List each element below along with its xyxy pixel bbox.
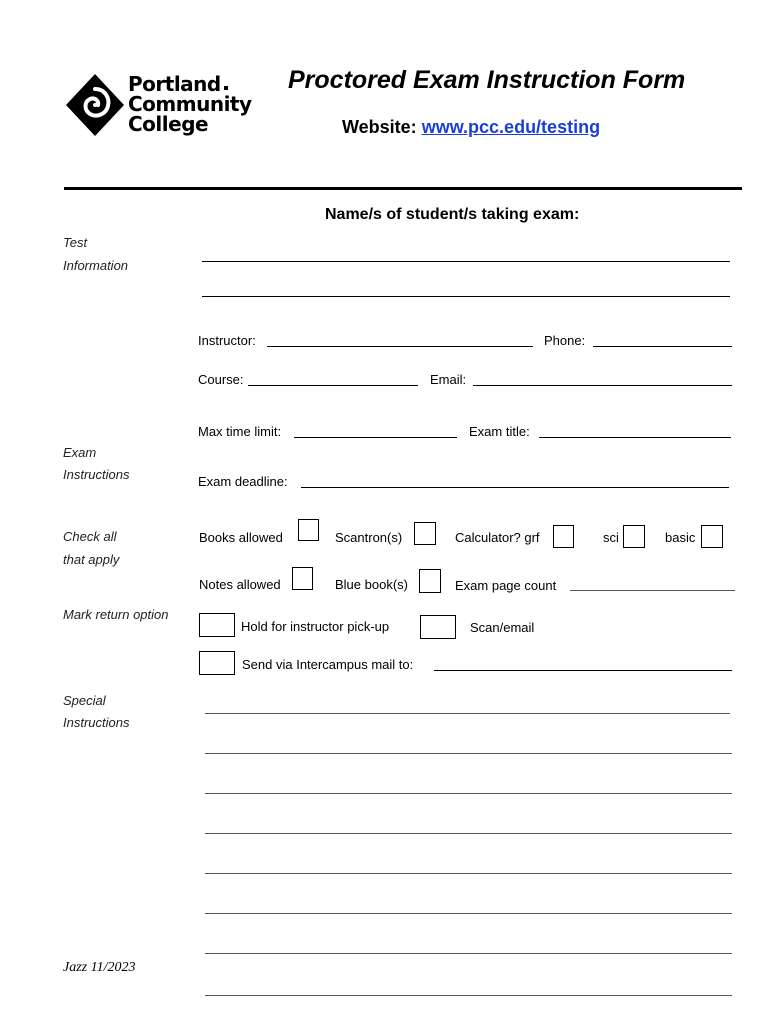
section-special-instructions-label-1: Special [63, 693, 106, 708]
student-name-line-1[interactable] [202, 261, 730, 262]
exam-title-label: Exam title: [469, 424, 530, 439]
website-line [342, 117, 600, 138]
scan-email-label: Scan/email [470, 620, 535, 635]
special-instructions-line-7[interactable] [205, 953, 732, 954]
pcc-spiral-logo-icon [64, 72, 126, 138]
section-mark-return-label: Mark return option [63, 607, 169, 622]
course-field[interactable] [248, 385, 418, 386]
notes-allowed-checkbox[interactable] [292, 567, 313, 590]
section-exam-instructions-label-1: Exam [63, 445, 97, 460]
section-test-information-label-2: Information [63, 258, 129, 273]
exam-page-count-label: Exam page count [455, 578, 557, 593]
logo-line-community: Community [128, 92, 252, 116]
logo-line-portland: Portland [128, 72, 221, 96]
max-time-field[interactable] [294, 437, 457, 438]
special-instructions-line-3[interactable] [205, 793, 732, 794]
student-name-line-2[interactable] [202, 296, 730, 297]
instructor-field[interactable] [267, 346, 533, 347]
header-divider [64, 187, 742, 190]
phone-field[interactable] [593, 346, 732, 347]
section-exam-instructions-label-2: Instructions [63, 467, 130, 482]
scantrons-checkbox[interactable] [414, 522, 436, 545]
logo-line-college: College [128, 112, 209, 136]
calculator-graphing-label: Calculator? grf [455, 530, 540, 545]
special-instructions-line-6[interactable] [205, 913, 732, 914]
hold-for-pickup-label: Hold for instructor pick-up [241, 619, 390, 634]
course-label: Course: [198, 372, 244, 387]
intercampus-mail-field[interactable] [434, 670, 732, 671]
logo-dot [224, 86, 228, 90]
calculator-sci-label: sci [603, 530, 619, 545]
max-time-label: Max time limit: [198, 424, 282, 439]
intercampus-mail-label: Send via Intercampus mail to: [242, 657, 414, 672]
section-test-information-label-1: Test [63, 235, 88, 250]
exam-title-field[interactable] [539, 437, 731, 438]
special-instructions-line-1[interactable] [205, 713, 730, 714]
instructor-label: Instructor: [198, 333, 256, 348]
exam-page-count-field[interactable] [570, 590, 735, 591]
footer-version: Jazz 11/2023 [63, 960, 136, 975]
email-label: Email: [430, 372, 467, 387]
page-title: Proctored Exam Instruction Form [288, 66, 686, 94]
scantrons-label: Scantron(s) [335, 530, 403, 545]
calculator-graphing-checkbox[interactable] [553, 525, 574, 548]
special-instructions-line-2[interactable] [205, 753, 732, 754]
blue-books-checkbox[interactable] [419, 569, 441, 593]
website-label: Website: [342, 117, 417, 137]
website-link[interactable]: www.pcc.edu/testing [421, 117, 601, 137]
calculator-sci-checkbox[interactable] [623, 525, 645, 548]
calculator-basic-label: basic [665, 530, 696, 545]
blue-books-label: Blue book(s) [335, 577, 408, 592]
special-instructions-line-5[interactable] [205, 873, 732, 874]
section-special-instructions-label-2: Instructions [63, 715, 130, 730]
names-heading: Name/s of student/s taking exam: [325, 206, 580, 223]
phone-label: Phone: [544, 333, 586, 348]
special-instructions-line-4[interactable] [205, 833, 732, 834]
special-instructions-line-8[interactable] [205, 995, 732, 996]
scan-email-checkbox[interactable] [420, 615, 456, 639]
exam-deadline-field[interactable] [301, 487, 729, 488]
books-allowed-label: Books allowed [199, 530, 283, 545]
email-field[interactable] [473, 385, 732, 386]
hold-for-pickup-checkbox[interactable] [199, 613, 235, 637]
intercampus-mail-checkbox[interactable] [199, 651, 235, 675]
section-check-all-label-1: Check all [63, 529, 117, 544]
pcc-logo [64, 72, 260, 138]
exam-deadline-label: Exam deadline: [198, 474, 288, 489]
calculator-basic-checkbox[interactable] [701, 525, 723, 548]
notes-allowed-label: Notes allowed [199, 577, 281, 592]
section-check-all-label-2: that apply [63, 552, 120, 567]
books-allowed-checkbox[interactable] [298, 519, 319, 541]
